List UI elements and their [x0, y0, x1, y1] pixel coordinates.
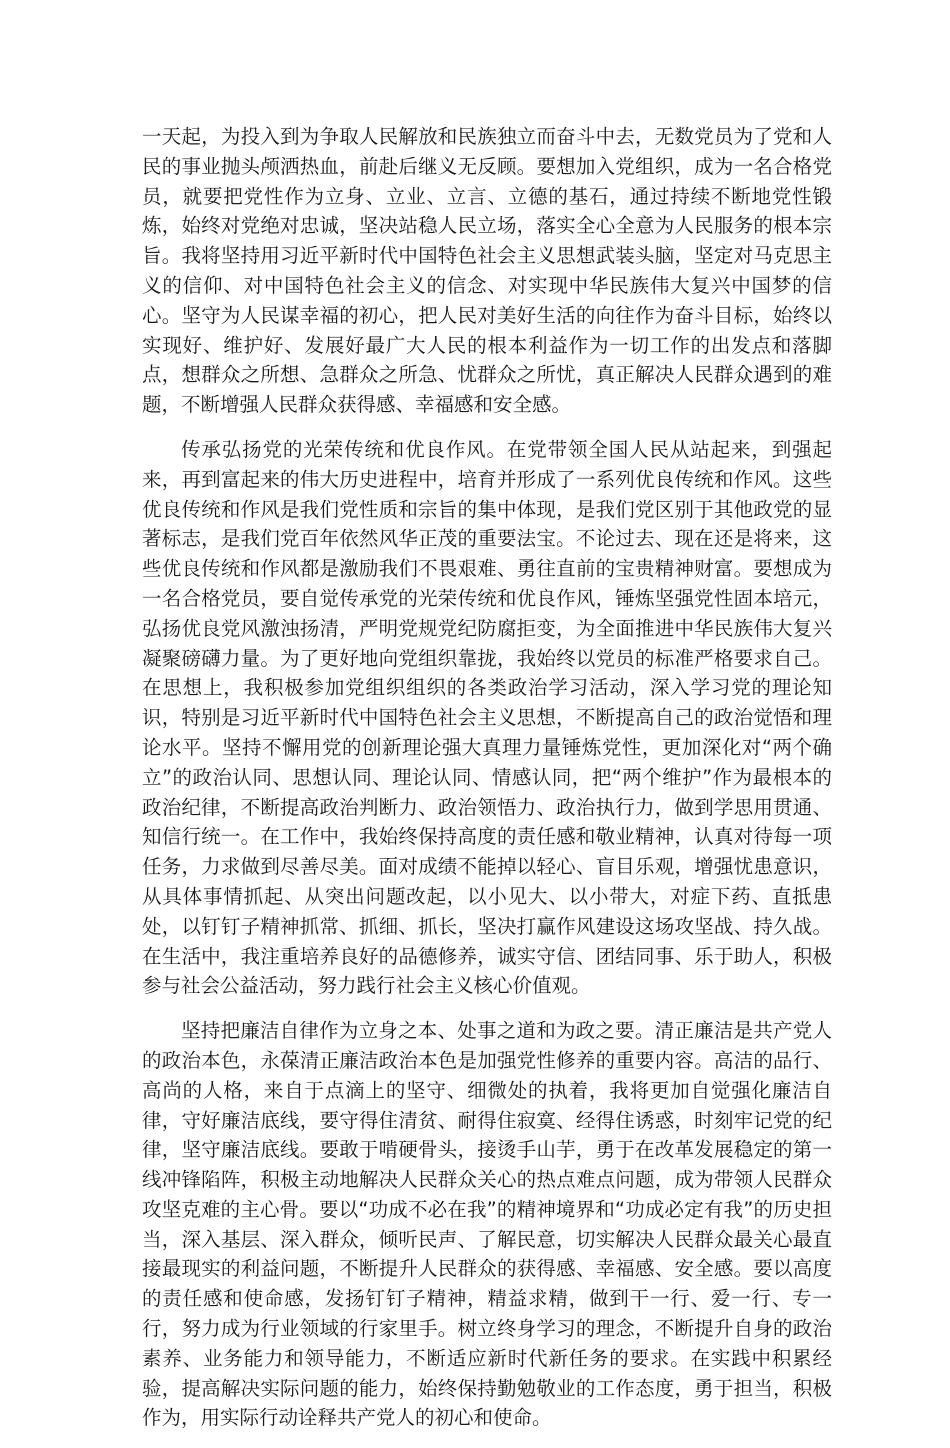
paragraph-1: 一天起，为投入到为争取人民解放和民族独立而奋斗中去，无数党员为了党和人民的事业抛头颅洒热血，前赴后继义无反顾。要想加入党组织，成为一名合格党员，就要把党性作为立身、立业、立言、立德的基石，通过持续不断地党性锻炼，始终对党绝对忠诚，坚决站稳人民立场，落实全心全意为人民服务的根本宗旨。我将坚持用习近平新时代中国特色社会主义思想武装头脑，坚定对马克思主义的信仰、对中国特色社会主义的信念、对实现中华民族伟大复兴中国梦的信心。坚守为人民谋幸福的初心，把人民对美好生活的向往作为奋斗目标，始终以实现好、维护好、发展好最广大人民的根本利益作为一切工作的出发点和落脚点，想群众之所想、急群众之所急、忧群众之所忧，真正解决人民群众遇到的难题，不断增强人民群众获得感、幸福感和安全感。 [142, 125, 832, 417]
document-body [142, 122, 832, 1448]
paragraph-3: 坚持把廉洁自律作为立身之本、处事之道和为政之要。清正廉洁是共产党人的政治本色，永葆清正廉洁政治本色是加强党性修养的重要内容。高洁的品行、高尚的人格，来自于点滴上的坚守、细微处的执着，我将更加自觉强化廉洁自律，守好廉洁底线，要守得住清贫、耐得住寂寞、经得住诱惑，时刻牢记党的纪律，坚守廉洁底线。要敢于啃硬骨头，接烫手山芋，勇于在改革发展稳定的第一线冲锋陷阵，积极主动地解决人民群众关心的热点难点问题，成为带领人民群众攻坚克难的主心骨。要以“功成不必在我”的精神境界和“功成必定有我”的历史担当，深入基层、深入群众，倾听民声、了解民意，切实解决人民群众最关心最直接最现实的利益问题，不断提升人民群众的获得感、幸福感、安全感。要以高度的责任感和使命感，发扬钉钉子精神，精益求精，做到干一行、爱一行、专一行，努力成为行业领域的行家里手。树立终身学习的理念，不断提升自身的政治素养、业务能力和领导能力，不断适应新时代新任务的要求。在实践中积累经验，提高解决实际问题的能力，始终保持勤勉敬业的工作态度，勇于担当，积极作为，用实际行动诠释共产党人的初心和使命。 [142, 1019, 832, 1430]
paragraph-2: 传承弘扬党的光荣传统和优良作风。在党带领全国人民从站起来，到强起来，再到富起来的伟大历史进程中，培育并形成了一系列优良传统和作风。这些优良传统和作风是我们党性质和宗旨的集中体现，是我们党区别于其他政党的显著标志，是我们党百年依然风华正茂的重要法宝。不论过去、现在还是将来，这些优良传统和作风都是激励我们不畏艰难、勇往直前的宝贵精神财富。要想成为一名合格党员，要自觉传承党的光荣传统和优良作风，锤炼坚强党性固本培元，弘扬优良党风激浊扬清，严明党规党纪防腐拒变，为全面推进中华民族伟大复兴凝聚磅礴力量。为了更好地向党组织靠拢，我始终以党员的标准严格要求自己。在思想上，我积极参加党组织组织的各类政治学习活动，深入学习党的理论知识，特别是习近平新时代中国特色社会主义思想，不断提高自己的政治觉悟和理论水平。坚持不懈用党的创新理论强大真理力量锤炼党性，更加深化对“两个确立”的政治认同、思想认同、理论认同、情感认同，把“两个维护”作为最根本的政治纪律，不断提高政治判断力、政治领悟力、政治执行力，做到学思用贯通、知信行统一。在工作中，我始终保持高度的责任感和敬业精神，认真对待每一项任务，力求做到尽善尽美。面对成绩不能掉以轻心、盲目乐观，增强忧患意识，从具体事情抓起、从突出问题改起，以小见大、以小带大，对症下药、直抵患处，以钉钉子精神抓常、抓细、抓长，坚决打赢作风建设这场攻坚战、持久战。在生活中，我注重培养良好的品德修养，诚实守信、团结同事、乐于助人，积极参与社会公益活动，努力践行社会主义核心价值观。 [142, 437, 832, 998]
